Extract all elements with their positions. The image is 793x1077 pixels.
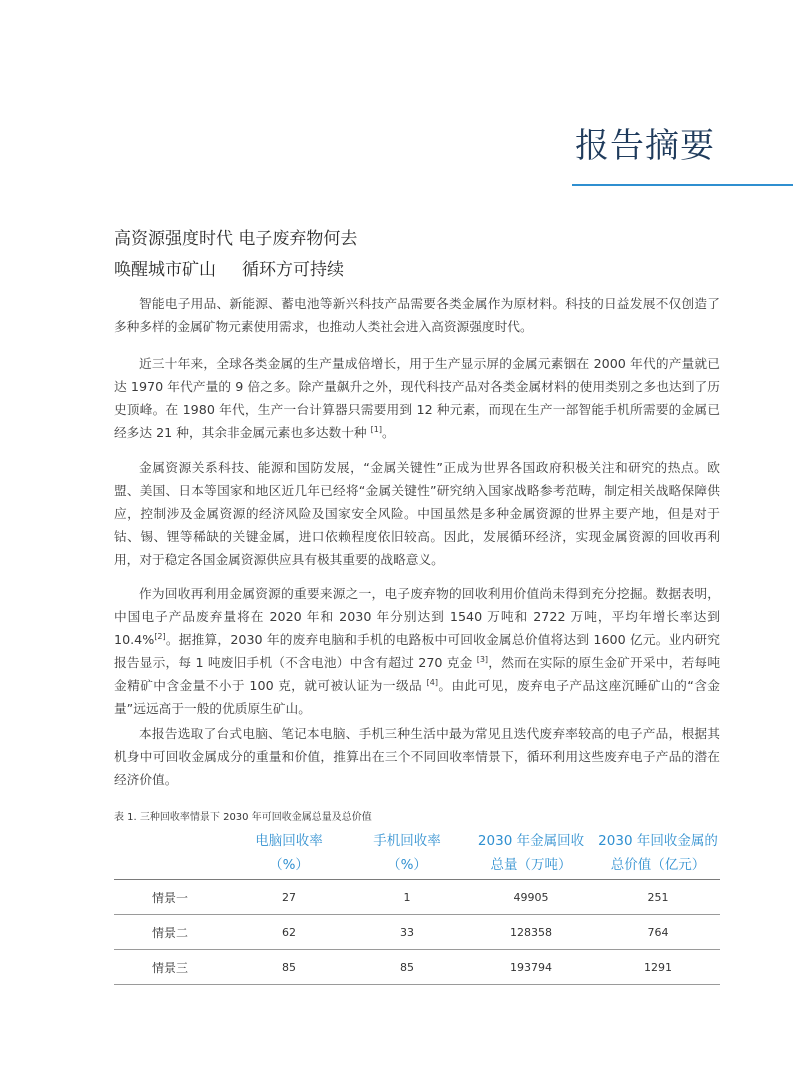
reference-1: [1] [370,425,382,434]
reference-4: [4] [426,678,438,687]
table-row [114,915,720,950]
row-label: 情景三 [114,950,230,985]
cell-value: 1291 [596,950,720,985]
header-pc-rate: 电脑回收率 （%） [230,826,348,880]
cell-amount: 49905 [466,880,596,915]
cell-phone-rate: 85 [348,950,466,985]
page-title: 报告摘要 [575,126,715,166]
table-row [114,880,720,915]
cell-amount: 128358 [466,915,596,950]
paragraph-3: 金属资源关系科技、能源和国防发展，“金属关键性”正成为世界各国政府积极关注和研究的热点。欧盟、美国、日本等国家和地区近几年已经将“金属关键性”研究纳入国家战略参考范畴，制定相关战略保障供应，控制涉及金属资源的经济风险及国家安全风险。中国虽然是多种金属资源的世界主要产地，但是对于钴、锡、锂等稀缺的关键金属，进口依赖程度依旧较高。因此，发展循环经济，实现金属资源的回收再利用，对于稳定各国金属资源供应具有极其重要的战略意义。 [114,460,720,567]
title-underline [572,184,793,186]
header-metal-amount: 2030 年金属回收 总量（万吨） [466,826,596,880]
row-label: 情景一 [114,880,230,915]
paragraph-4-a: 作为回收再利用金属资源的重要来源之一，电子废弃物的回收利用价值尚未得到充分挖掘。数据表明，中国电子产品废弃量将在 2020 年和 2030 年分别达到 1540 万吨和 2722 万吨，平均年增长率达到 10.4% [114,586,720,647]
reference-3: [3] [476,655,489,664]
cell-value: 764 [596,915,720,950]
paragraph-4-b: 。据推算，2030 年的废弃电脑和手机的电路板中可回收金属总价值将达到 1600 亿元。业内研究报告显示，每 1 吨废旧手机（不含电池）中含有超过 270 克金 [114,632,720,670]
subtitle-line-2 [114,255,344,280]
cell-phone-rate: 1 [348,880,466,915]
cell-pc-rate: 85 [230,950,348,985]
paragraph-1: 智能电子用品、新能源、蓄电池等新兴科技产品需要各类金属作为原材料。科技的日益发展不仅创造了多种多样的金属矿物元素使用需求，也推动人类社会进入高资源强度时代。 [114,296,720,334]
table-header-row [114,826,720,880]
reference-2: [2] [154,632,166,641]
paragraph-5: 本报告选取了台式电脑、笔记本电脑、手机三种生活中最为常见且迭代废弃率较高的电子产品，根据其机身中可回收金属成分的重量和价值，推算出在三个不同回收率情景下，循环利用这些废弃电子产品的潜在经济价值。 [114,726,720,787]
paragraph-4 [114,582,720,720]
cell-value: 251 [596,880,720,915]
paragraph-4-c: ，然而在实际的原生金矿开采中，若每吨金精矿中含金量不小于 100 克，就可被认证为一级品 [114,655,721,693]
subtitle-line-1 [114,224,357,249]
cell-phone-rate: 33 [348,915,466,950]
paragraph-2-text: 近三十年来，全球各类金属的生产量成倍增长，用于生产显示屏的金属元素铟在 2000 年代的产量就已达 1970 年代产量的 9 倍之多。除产量飙升之外，现代科技产品对各类金属材料的使用类别之多也达到了历史顶峰。在 1980 年代，生产一台计算器只需要用到 12 种元素，而现在生产一部智能手机所需要的金属已经多达 21 种，其余非金属元素也多达数十种 [114,356,720,440]
row-label: 情景二 [114,915,230,950]
cell-pc-rate: 27 [230,880,348,915]
paragraph-2 [114,352,720,444]
cell-amount: 193794 [466,950,596,985]
subtitle-text-1: 高资源强度时代 电子废弃物何去 [114,229,358,249]
paragraph-2-end: 。 [381,425,395,440]
cell-pc-rate: 62 [230,915,348,950]
header-empty [114,826,230,880]
paragraph-4-d: 。由此可见，废弃电子产品这座沉睡矿山的“含金量”远远高于一般的优质原生矿山。 [114,678,720,716]
header-phone-rate: 手机回收率 （%） [348,826,466,880]
header-metal-value: 2030 年回收金属的 总价值（亿元） [596,826,720,880]
table-caption: 表 1. 三种回收率情景下 2030 年可回收金属总量及总价值 [114,812,372,823]
recovery-table [114,826,720,985]
table-row [114,950,720,985]
subtitle-text-2a: 唤醒城市矿山 [114,260,216,280]
subtitle-text-2b: 循环方可持续 [242,260,344,280]
